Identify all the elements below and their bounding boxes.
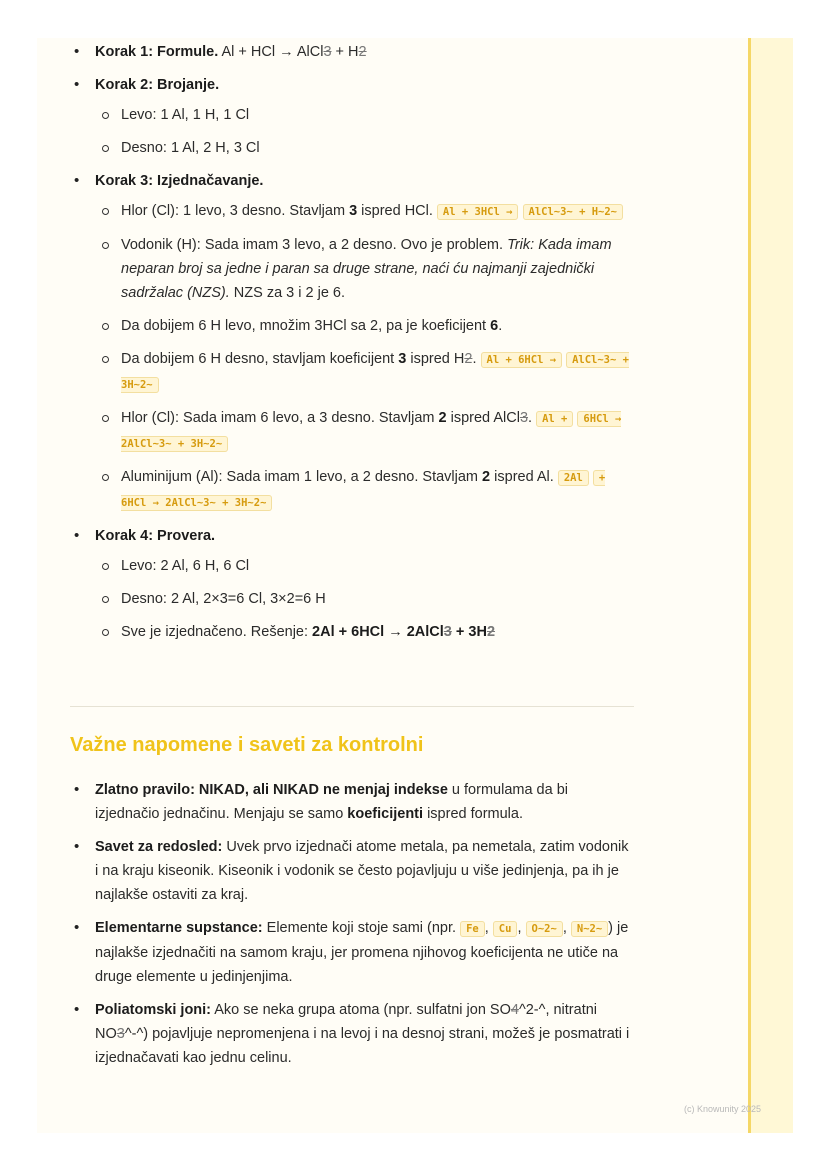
subscript: 3 — [443, 624, 452, 640]
equation-code: 6HCl → 2AlCl~3~ + 3H~2~ — [121, 413, 622, 450]
step-2 — [55, 73, 635, 160]
step-4 — [55, 524, 635, 644]
step-3-item-chlorine — [95, 199, 635, 224]
bold: Poliatomski joni: — [95, 1002, 212, 1018]
text: ispred Al. — [490, 469, 554, 485]
text: . — [498, 318, 503, 334]
equation-code: Al + 3HCl → — [437, 204, 519, 220]
step-4-right-check: Desno: 2 Al, 2×3=6 Cl, 3×2=6 H — [95, 587, 635, 611]
text: ) je najlakše izjednačiti na samom kraju, jer promena njihovog koeficijenta ne utiče na druge elemente u jedinjenjima. — [95, 920, 629, 985]
step-3 — [55, 169, 635, 515]
text: ispred formula. — [423, 806, 523, 822]
text: Ako se neka grupa atoma (npr. sulfatni jon SO — [211, 1002, 511, 1018]
text: NZS za 3 i 2 je 6. — [229, 285, 346, 301]
text: Da dobijem 6 H desno, stavljam koeficijent — [121, 351, 399, 367]
tip-order — [55, 835, 635, 907]
equation-code: Al + 6HCl → — [481, 352, 563, 368]
text: Hlor (Cl): Sada imam 6 levo, a 3 desno. Stavljam — [121, 410, 439, 426]
step-4-final — [95, 620, 635, 644]
step-4-left-check: Levo: 2 Al, 6 H, 6 Cl — [95, 554, 635, 578]
text: Elemente koji stoje sami (npr. — [262, 920, 461, 936]
bold: Zlatno pravilo: NIKAD, ali NIKAD ne menjaj indekse — [95, 782, 448, 798]
steps-list — [55, 40, 635, 644]
text: ispred HCl. — [357, 203, 433, 219]
text: u formulama da bi izjednačio jednačinu. Menjaju se samo — [95, 782, 568, 822]
subscript: 3 — [519, 410, 529, 426]
step-1-sub3: 3 — [323, 44, 332, 60]
step-2-label: Korak 2: Brojanje. — [95, 77, 220, 93]
text: Da dobijem 6 H levo, množim 3HCl sa 2, pa je koeficijent — [121, 318, 491, 334]
tip-elementary: • Elementarne supstance: Elemente koji stoje sami (npr. Fe , Cu , O~2~ , N~2~ ) je najlakše izjednačiti na samom kraju, jer promena njihovog koeficijenta ne utiče na druge elemente u jedinjenjima. — [55, 916, 635, 989]
coefficient: 2 — [482, 469, 491, 485]
final-equation: 2Al + 6HCl → 2AlCl — [312, 624, 444, 640]
step-3-item-aluminium — [95, 465, 635, 515]
step-4-label: Korak 4: Provera. — [95, 528, 216, 544]
subscript: 2 — [486, 624, 496, 640]
tip-golden-rule — [55, 778, 635, 826]
step-3-sublist — [95, 199, 635, 515]
equation-code: Al + — [536, 411, 573, 427]
element-code: Cu — [493, 921, 518, 937]
tips-list — [55, 778, 635, 1070]
coefficient: 3 — [349, 203, 358, 219]
step-1-text-mid: + H — [331, 44, 359, 60]
final-equation: + 3H — [451, 624, 487, 640]
equation-code: + 6HCl → 2AlCl~3~ + 3H~2~ — [121, 472, 606, 509]
coefficient: 3 — [398, 351, 407, 367]
sidebar-margin — [748, 38, 793, 1133]
element-code: Fe — [460, 921, 485, 937]
text: . — [528, 410, 533, 426]
bold: Savet za redosled: — [95, 839, 223, 855]
text: ^-^) pojavljuje nepromenjena i na levoj i na desnoj strani, možeš je posmatrati i izjednačavati kao jednu celinu. — [95, 1026, 630, 1066]
step-2-sublist — [95, 103, 635, 160]
step-2-right-count: Desno: 1 Al, 2 H, 3 Cl — [95, 136, 635, 160]
step-1-label: Korak 1: Formule. — [95, 44, 219, 60]
step-3-item-hydrogen — [95, 233, 635, 305]
step-1-text: Al + HCl → AlCl — [221, 44, 324, 60]
subscript: 3 — [116, 1026, 125, 1042]
text: ispred AlCl — [446, 410, 520, 426]
step-1 — [55, 40, 635, 64]
subscript: 4 — [510, 1002, 519, 1018]
equation-code: 2Al — [558, 470, 589, 486]
coefficient: 6 — [490, 318, 499, 334]
step-3-item-chlorine-2 — [95, 406, 635, 456]
tip-polyatomic — [55, 998, 635, 1070]
text: Sve je izjednačeno. Rešenje: — [121, 624, 313, 640]
text: Aluminijum (Al): Sada imam 1 levo, a 2 desno. Stavljam — [121, 469, 483, 485]
element-code: O~2~ — [526, 921, 563, 937]
step-3-label: Korak 3: Izjednačavanje. — [95, 173, 264, 189]
text: . — [472, 351, 477, 367]
element-code: N~2~ — [571, 921, 608, 937]
equation-code: AlCl~3~ + 3H~2~ — [121, 354, 629, 391]
steps-section — [55, 40, 635, 653]
coefficient: 2 — [438, 410, 447, 426]
bold: koeficijenti — [347, 806, 424, 822]
text: ispred H — [406, 351, 465, 367]
step-1-sub2: 2 — [358, 44, 367, 60]
step-3-item-h-right — [95, 347, 635, 397]
step-4-sublist — [95, 554, 635, 644]
subscript: 2 — [464, 351, 473, 367]
text: ^2-^, nitratni NO — [95, 1002, 598, 1042]
tips-section — [55, 778, 635, 1079]
step-3-item-h-left — [95, 314, 635, 338]
text: Uvek prvo izjednači atome metala, pa nemetala, zatim vodonik i na kraju kiseonik. Kiseonik i vodonik se često pojavljuju u više jedinjenja, pa ih je najlakše ostaviti za kraj. — [95, 839, 629, 903]
bold: Elementarne supstance: — [95, 920, 263, 936]
step-2-left-count: Levo: 1 Al, 1 H, 1 Cl — [95, 103, 635, 127]
divider — [70, 706, 634, 707]
section-title: Važne napomene i saveti za kontrolni — [70, 734, 424, 756]
tip-italic: Trik: Kada imam neparan broj sa jedne i paran sa druge strane, naći ću najmanji zajednički sadržalac (NZS). — [121, 237, 612, 301]
text: Hlor (Cl): 1 levo, 3 desno. Stavljam — [121, 203, 350, 219]
footer-copyright: (c) Knowunity 2025 — [684, 1104, 762, 1114]
equation-code: AlCl~3~ + H~2~ — [523, 204, 624, 220]
text: Vodonik (H): Sada imam 3 levo, a 2 desno. Ovo je problem. — [121, 237, 508, 253]
